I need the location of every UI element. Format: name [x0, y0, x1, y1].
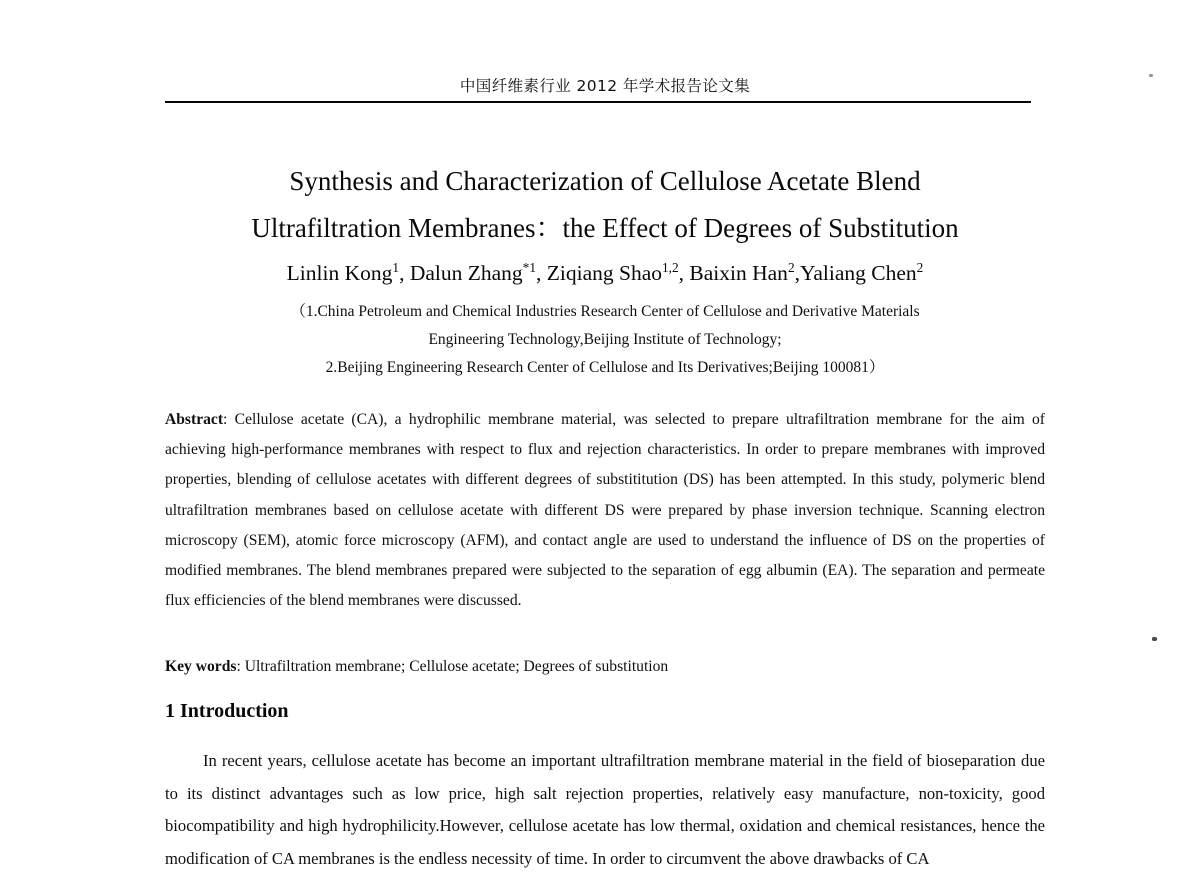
introduction-paragraph: In recent years, cellulose acetate has become an important ultrafiltration membrane material in the field of bioseparation due to its distinct advantages such as low price, high salt rejection properties, relatively easy manufacture, non-toxicity, good biocompatibility and high hydrophilicity.However, cellulose acetate has low thermal, oxidation and chemical resistances, hence the modification of CA membranes is the endless necessity of time. In order to circumvent the above drawbacks of CA: [165, 751, 1045, 868]
scan-artifact-speck: [1149, 74, 1153, 77]
affiliation-line-1: （1.China Petroleum and Chemical Industries Research Center of Cellulose and Derivative Materials: [290, 303, 920, 320]
title-line-1: Synthesis and Characterization of Cellulose Acetate Blend: [289, 166, 921, 196]
author-affiliation-marker: 2: [916, 259, 924, 275]
keywords-separator: :: [236, 658, 245, 675]
author-affiliation-marker: *1: [522, 259, 536, 275]
header-rule: [165, 101, 1031, 103]
author-affiliation-marker: 2: [787, 259, 795, 275]
author-list: Linlin Kong$^1$, Dalun Zhang$^{*1}$, Ziqiang Shao$^{1,2}$, Baixin Han$^2$,Yaliang Chen$^2$: [286, 259, 924, 285]
author-name: Linlin Kong: [286, 261, 393, 285]
abstract-text: Cellulose acetate (CA), a hydrophilic membrane material, was selected to prepare ultrafiltration membrane for the aim of achieving high-performance membranes with respect to flux and rejection characteristics. In order to prepare membranes with improved properties, blending of cellulose acetates with different degrees of substititution (DS) has been attempted. In this study, polymeric blend ultrafiltration membranes based on cellulose acetate with different DS were prepared by phase inversion technique. Scanning electron microscopy (SEM), atomic force microscopy (AFM), and contact angle are used to understand the influence of DS on the properties of modified membranes. The blend membranes prepared were subjected to the separation of egg albumin (EA). The separation and permeate flux efficiencies of the blend membranes were discussed.: [165, 411, 1046, 610]
affiliation-block: [165, 298, 1045, 382]
section-heading-introduction: 1 Introduction: [165, 700, 289, 722]
abstract-block: [165, 405, 1045, 616]
abstract-label: Abstract: [165, 411, 224, 428]
keywords-label: Key words: [165, 658, 237, 675]
running-header: 中国纤维素行业 2012 年学术报告论文集: [459, 77, 751, 95]
keywords-block: [165, 652, 1045, 682]
author-name: Ziqiang Shao: [546, 261, 662, 285]
author-affiliation-marker: 1: [392, 259, 400, 275]
author-name: Dalun Zhang: [409, 261, 523, 285]
page-title: [165, 158, 1045, 252]
keywords-text: Ultrafiltration membrane; Cellulose acetate; Degrees of substitution: [244, 658, 669, 675]
title-line-2: Ultrafiltration Membranes：the Effect of Degrees of Substitution: [251, 213, 959, 243]
scan-artifact-speck: [1152, 637, 1157, 641]
affiliation-line-3: 2.Beijing Engineering Research Center of Cellulose and Its Derivatives;Beijing 100081）: [325, 359, 885, 376]
author-affiliation-marker: 1,2: [661, 259, 679, 275]
abstract-separator: :: [223, 411, 235, 428]
author-name: Baixin Han: [689, 261, 788, 285]
affiliation-line-2: Engineering Technology,Beijing Institute of Technology;: [428, 331, 782, 348]
author-name: Yaliang Chen: [799, 261, 917, 285]
